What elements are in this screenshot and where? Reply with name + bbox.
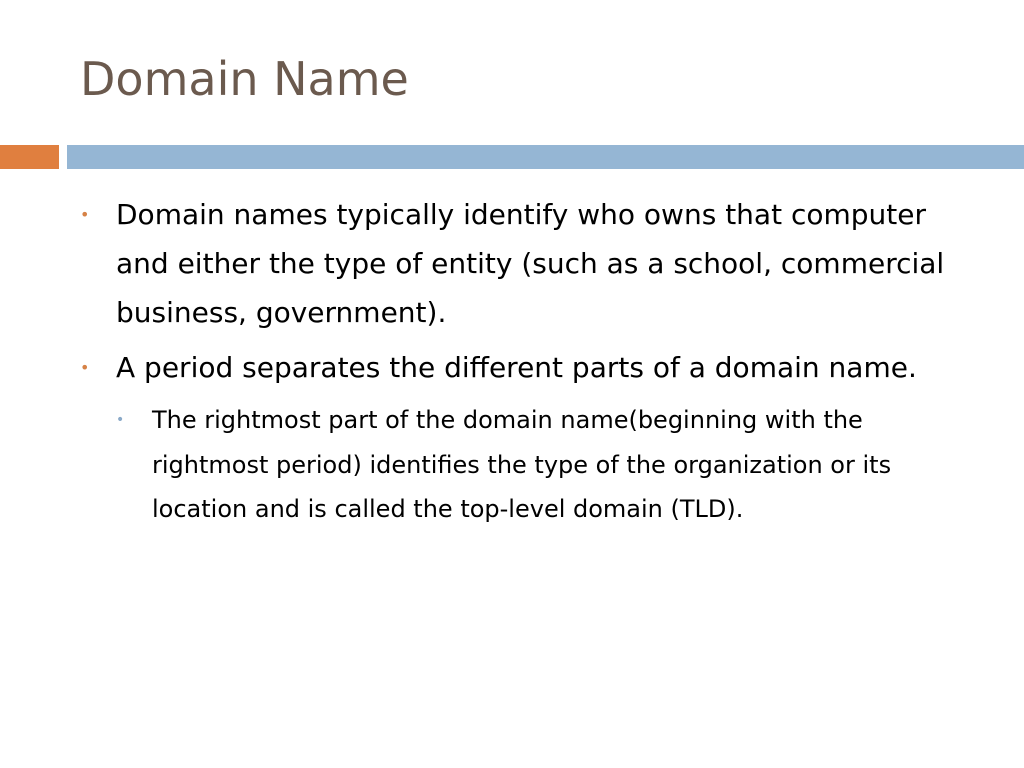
sub-bullet-text: The rightmost part of the domain name(beginning with the rightmost period) identifies the type of the organization or its location and is called the top-level domain (TLD). (152, 406, 892, 523)
slide-content (80, 190, 980, 532)
bullet-dot-icon: • (80, 358, 90, 377)
bullet-dot-icon: • (116, 412, 125, 428)
sub-bullet-item (116, 398, 980, 532)
bullet-text: A period separates the different parts of a domain name. (116, 351, 917, 384)
accent-bar-blue (67, 145, 1024, 169)
bullet-item (80, 190, 980, 337)
accent-bar-orange (0, 145, 59, 169)
slide-title: Domain Name (80, 52, 409, 106)
bullet-item (80, 343, 980, 392)
bullet-text: Domain names typically identify who owns that computer and either the type of entity (such as a school, commercial business, government). (116, 198, 945, 329)
bullet-dot-icon: • (80, 205, 90, 224)
